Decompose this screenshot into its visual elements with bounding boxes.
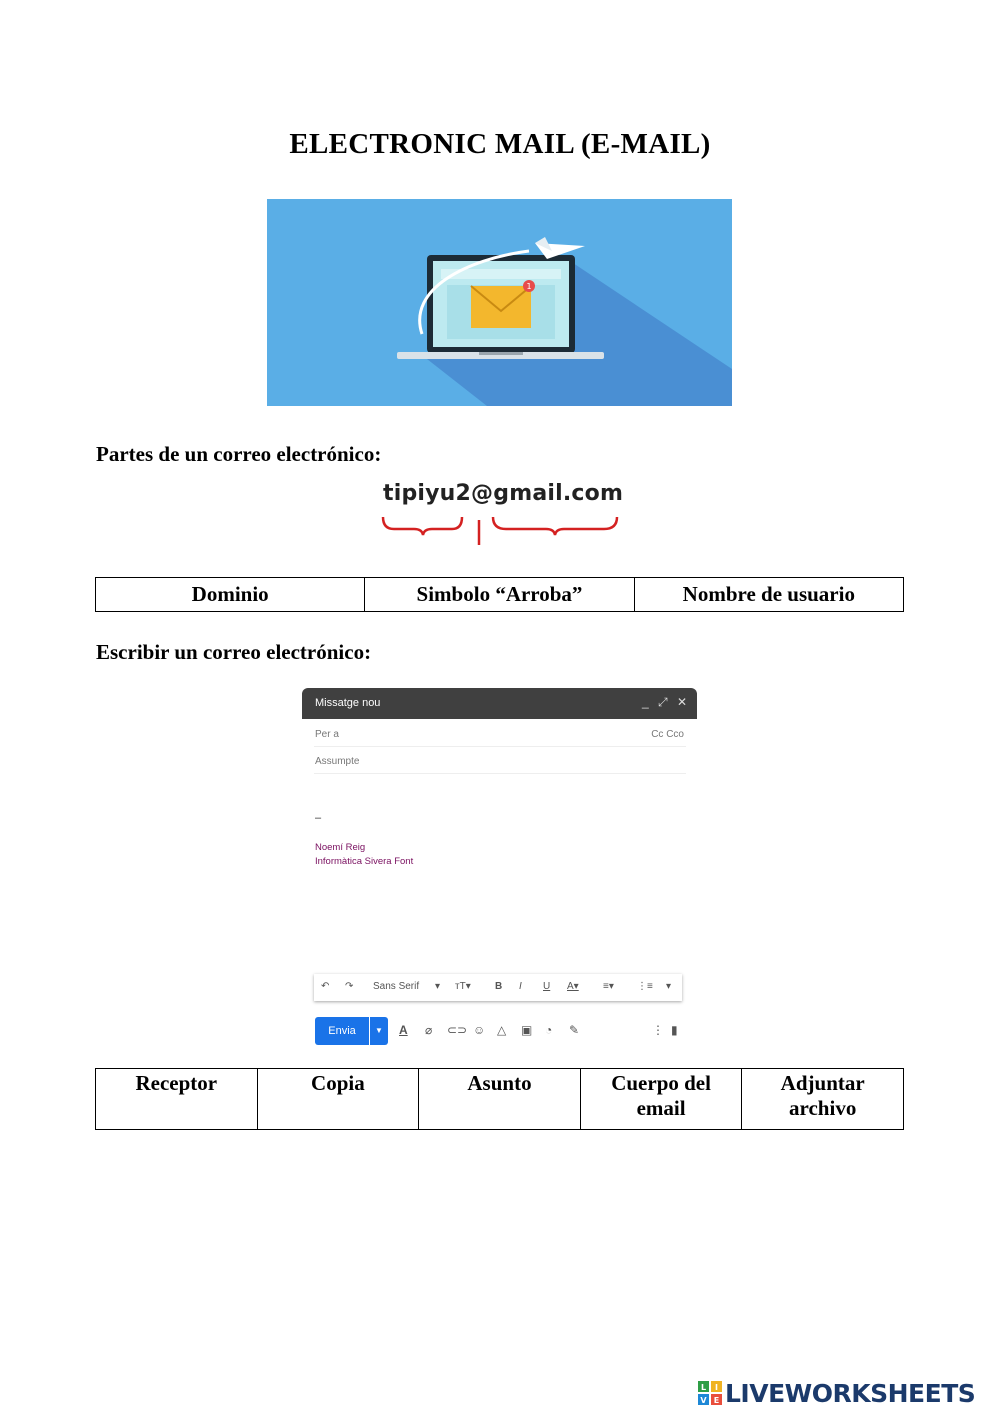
formatting-options-icon[interactable]: A (399, 1023, 408, 1037)
signature-separator: – (315, 812, 322, 824)
logo-badge-icon (698, 1381, 722, 1405)
redo-icon[interactable]: ↷ (345, 981, 354, 992)
send-options-icon[interactable]: ▼ (370, 1017, 388, 1045)
confidential-icon[interactable]: ◔ (545, 1023, 553, 1037)
text-color-icon[interactable]: A▾ (567, 981, 579, 992)
subject-field[interactable] (314, 747, 686, 774)
font-dropdown-icon[interactable]: ▾ (435, 981, 441, 992)
align-icon[interactable]: ≡▾ (603, 981, 614, 992)
svg-text:E: E (713, 1396, 720, 1405)
svg-text:I: I (715, 1383, 718, 1392)
to-field[interactable] (314, 720, 686, 747)
send-button[interactable]: Envia (315, 1017, 369, 1045)
underline-icon[interactable]: U (543, 981, 551, 992)
compose-title: Missatge nou (315, 697, 381, 709)
parts-cell-dominio[interactable]: Dominio (96, 578, 365, 612)
compose-cell-adjuntar[interactable]: Adjuntar archivo (742, 1069, 904, 1130)
parts-cell-arroba[interactable]: Simbolo “Arroba” (365, 578, 634, 612)
parts-cell-usuario[interactable]: Nombre de usuario (634, 578, 903, 612)
signature-icon[interactable]: ✎ (569, 1023, 580, 1037)
svg-text:L: L (700, 1383, 707, 1392)
compose-cell-receptor[interactable]: Receptor (96, 1069, 258, 1130)
close-icon[interactable]: ✕ (677, 695, 688, 709)
email-hero-illustration (267, 199, 732, 406)
subject-placeholder: Assumpte (315, 756, 360, 767)
text-size-icon[interactable]: тT▾ (455, 981, 471, 992)
emoji-icon[interactable]: ☺ (473, 1023, 486, 1037)
email-address-example: tipiyu2@gmail.com (383, 481, 624, 506)
to-label: Per a (315, 729, 339, 740)
numbered-list-icon[interactable]: ⋮≡ (637, 981, 653, 992)
cc-bcc-link[interactable]: Cc Cco (651, 729, 684, 740)
minimize-icon[interactable]: _ (642, 695, 649, 709)
italic-icon[interactable]: I (519, 981, 522, 992)
notification-count: 1 (526, 282, 532, 291)
signature-org: Informàtica Sivera Font (315, 856, 414, 867)
more-options-icon[interactable]: ⋮ (652, 1023, 664, 1037)
logo-text: LIVEWORKSHEETS (725, 1378, 976, 1408)
attach-icon[interactable]: ⌀ (425, 1023, 433, 1037)
bold-icon[interactable]: B (495, 981, 503, 992)
write-heading: Escribir un correo electrónico: (96, 640, 372, 664)
compose-cell-asunto[interactable]: Asunto (419, 1069, 581, 1130)
email-parts-table (95, 577, 904, 612)
link-icon[interactable]: ⊂⊃ (447, 1023, 468, 1037)
drive-icon[interactable]: △ (497, 1023, 507, 1037)
compose-parts-table (95, 1068, 904, 1130)
more-formatting-icon[interactable]: ▾ (666, 981, 672, 992)
parts-heading: Partes de un correo electrónico: (96, 442, 382, 466)
formatting-toolbar (314, 974, 682, 1001)
signature-name: Noemí Reig (315, 842, 366, 853)
envelope-icon (471, 286, 531, 328)
font-select[interactable]: Sans Serif (373, 981, 420, 992)
expand-icon[interactable]: ⤢ (658, 695, 668, 709)
page-title: ELECTRONIC MAIL (E-MAIL) (289, 128, 711, 160)
svg-text:V: V (700, 1396, 707, 1405)
compose-cell-cuerpo[interactable]: Cuerpo del email (580, 1069, 742, 1130)
trash-icon[interactable]: ▮ (671, 1023, 678, 1037)
email-part-braces (380, 513, 625, 549)
domain-brace (493, 517, 617, 535)
liveworksheets-logo (698, 1376, 975, 1410)
compose-cell-copia[interactable]: Copia (257, 1069, 419, 1130)
compose-window (302, 688, 697, 1054)
undo-icon[interactable]: ↶ (321, 981, 330, 992)
photo-icon[interactable]: ▣ (521, 1023, 533, 1037)
compose-header (302, 688, 697, 719)
username-brace (383, 517, 462, 535)
